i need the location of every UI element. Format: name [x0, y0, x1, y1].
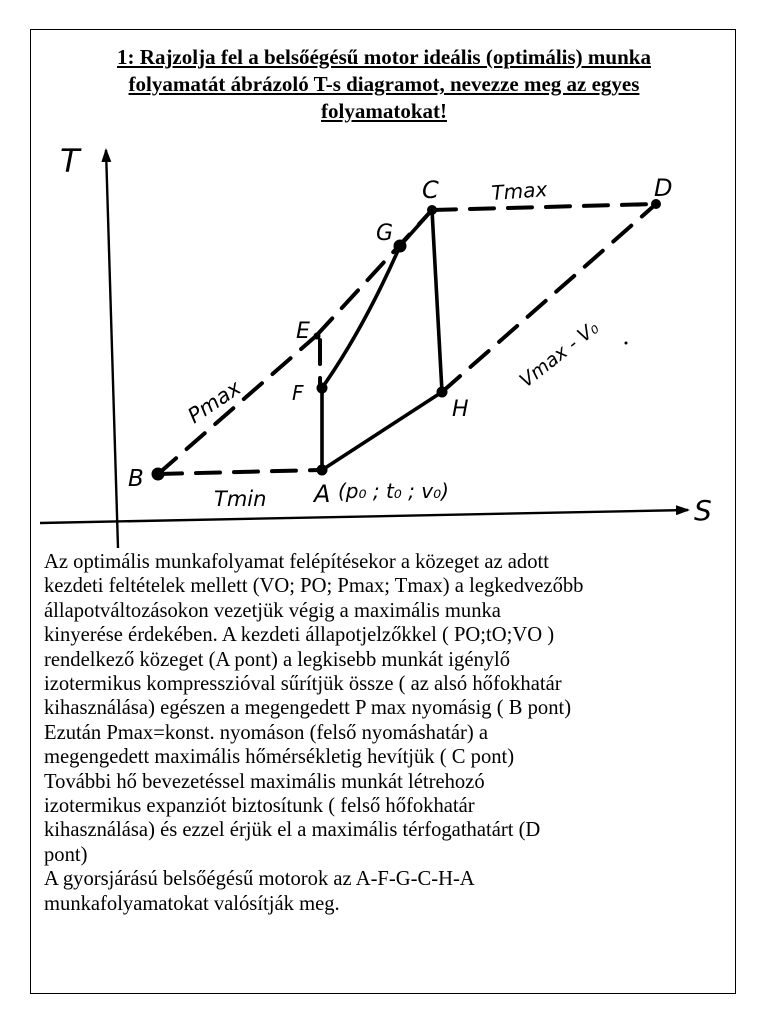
- label-f: F: [292, 381, 304, 405]
- body-line: megengedett maximális hőmérsékletig hevítjük ( C pont): [44, 746, 515, 769]
- body-line: kihasználása) és ezzel érjük el a maximális térfogathatárt (D: [44, 819, 541, 842]
- body-line: rendelkező közeget (A pont) a legkisebb munkát igénylő: [44, 648, 511, 671]
- body-line: A gyorsjárású belsőégésű motorok az A-F-G-C-H-A: [44, 868, 475, 891]
- point-e: [314, 333, 321, 340]
- label-g: G: [376, 221, 394, 246]
- label-d: D: [654, 174, 673, 202]
- point-c: [427, 205, 437, 215]
- point-h: [437, 387, 448, 398]
- body-line: pont): [44, 843, 88, 866]
- line-c-d-tmax: [432, 204, 656, 210]
- body-line: kezdeti feltételek mellett (VO; PO; Pmax; Tmax) a legkedvezőbb: [44, 575, 584, 598]
- question-title: [34, 44, 734, 125]
- question-line-3: folyamatokat!: [321, 99, 447, 123]
- label-pmax: Pmax: [183, 375, 246, 429]
- body-text: [44, 550, 724, 916]
- label-a-state: (p₀ ; t₀ ; v₀): [338, 479, 449, 503]
- point-g: [394, 240, 407, 253]
- body-line: Ezután Pmax=konst. nyomáson (felső nyomáshatár) a: [44, 721, 488, 744]
- axis-label-t: T: [60, 142, 80, 180]
- body-line: kihasználása) egészen a megengedett P max nyomásig ( B pont): [44, 697, 572, 720]
- stray-dot: [625, 342, 628, 345]
- point-a: [317, 465, 328, 476]
- label-tmin: Tmin: [214, 487, 267, 511]
- label-a: A: [314, 480, 331, 508]
- line-h-a: [322, 392, 442, 470]
- body-line: További hő bevezetéssel maximális munkát létrehozó: [44, 770, 485, 793]
- label-b: B: [128, 466, 144, 492]
- body-line: Az optimális munkafolyamat felépítésekor a közeget az adott: [44, 551, 549, 573]
- question-line-1: 1: Rajzolja fel a belsőégésű motor ideális (optimális) munka: [117, 45, 651, 69]
- y-axis: [106, 150, 118, 548]
- x-axis: [40, 510, 688, 523]
- t-s-diagram: [34, 128, 734, 548]
- line-b-e-pmax: [158, 336, 316, 474]
- line-c-h: [432, 210, 442, 392]
- line-b-a-tmin: [158, 470, 320, 474]
- label-c: C: [422, 176, 439, 204]
- point-b: [152, 468, 165, 481]
- question-line-2: folyamatát ábrázoló T-s diagramot, nevezze meg az egyes: [128, 72, 640, 96]
- point-f: [317, 383, 328, 394]
- body-line: izotermikus expanziót biztosítunk ( felső hőfokhatár: [44, 795, 475, 818]
- label-e: E: [296, 319, 310, 344]
- axis-label-s: S: [694, 494, 712, 527]
- body-line: munkafolyamatokat valósítják meg.: [44, 892, 340, 915]
- body-line: kinyerése érdekében. A kezdeti állapotjelzőkkel ( PO;tO;VO ): [44, 624, 555, 647]
- label-h: H: [452, 397, 469, 422]
- label-vmax: Vmax - V₀: [515, 316, 604, 392]
- label-tmax: Tmax: [490, 177, 549, 205]
- line-g-c: [400, 210, 432, 246]
- body-line: izotermikus kompresszióval sűrítjük össze ( az alsó hőfokhatár: [44, 673, 562, 696]
- body-line: állapotváltozásokon vezetjük végig a maximális munka: [44, 599, 501, 622]
